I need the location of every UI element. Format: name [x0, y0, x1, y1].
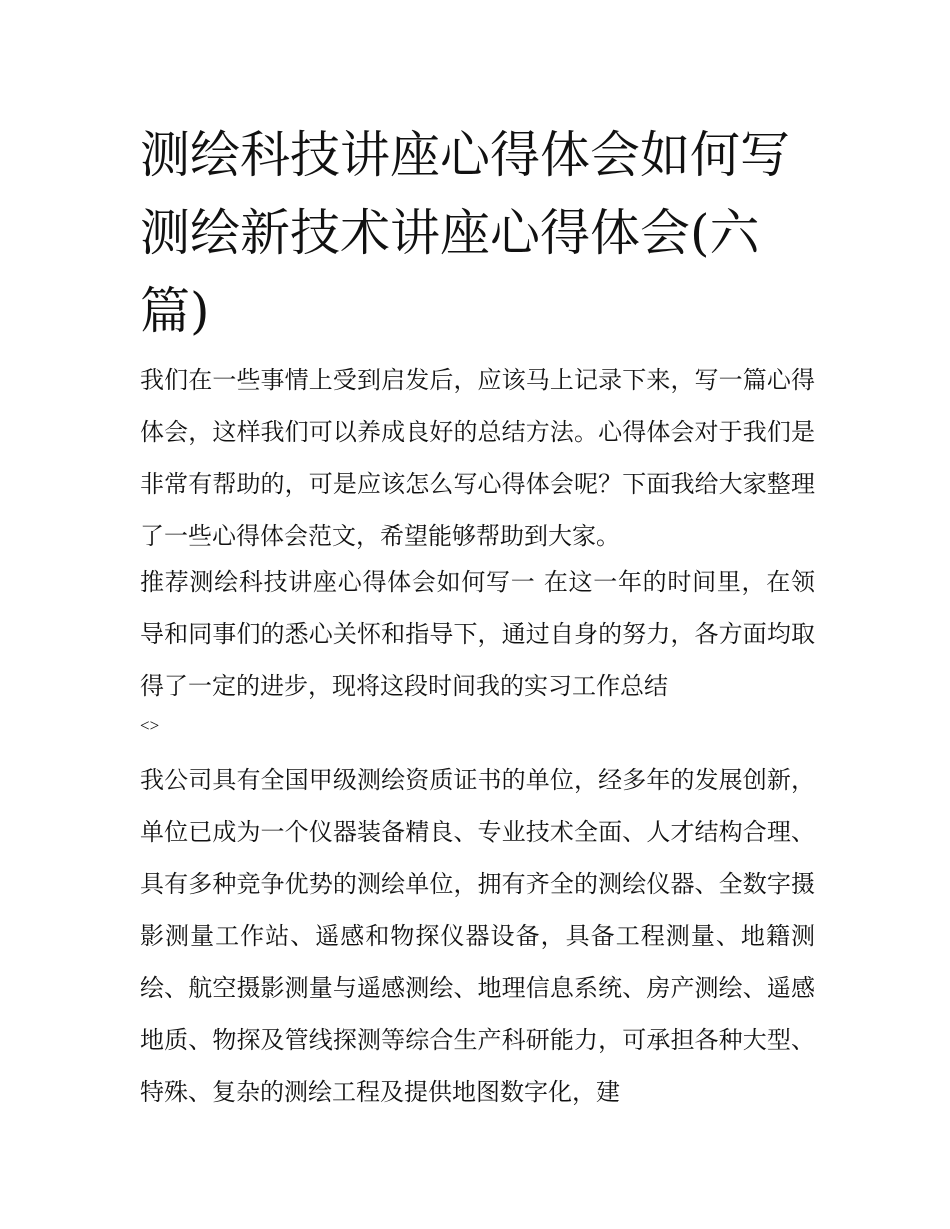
company-paragraph: 我公司具有全国甲级测绘资质证书的单位，经多年的发展创新，单位已成为一个仪器装备精良、专业技术全面、人才结构合理、具有多种竞争优势的测绘单位，拥有齐全的测绘仪器、全数字摄影测量工作站、遥感和物探仪器设备，具备工程测量、地籍测绘、航空摄影测量与遥感测绘、地理信息系统、房产测绘、遥感地质、物探及管线探测等综合生产科研能力，可承担各种大型、特殊、复杂的测绘工程及提供地图数字化，建 [140, 766, 815, 1106]
document-title: 测绘科技讲座心得体会如何写测绘新技术讲座心得体会(六篇) [140, 126, 790, 340]
intro-paragraph: 我们在一些事情上受到启发后，应该马上记录下来，写一篇心得体会，这样我们可以养成良好的总结方法。心得体会对于我们是非常有帮助的，可是应该怎么写心得体会呢？下面我给大家整理了一些心得体会范文，希望能够帮助到大家。 [140, 366, 815, 550]
recommend-paragraph: 推荐测绘科技讲座心得体会如何写一 在这一年的时间里，在领导和同事们的悉心关怀和指导下，通过自身的努力，各方面均取得了一定的进步，现将这段时间我的实习工作总结 [140, 568, 815, 700]
angle-brackets-marker: <> [140, 716, 160, 735]
